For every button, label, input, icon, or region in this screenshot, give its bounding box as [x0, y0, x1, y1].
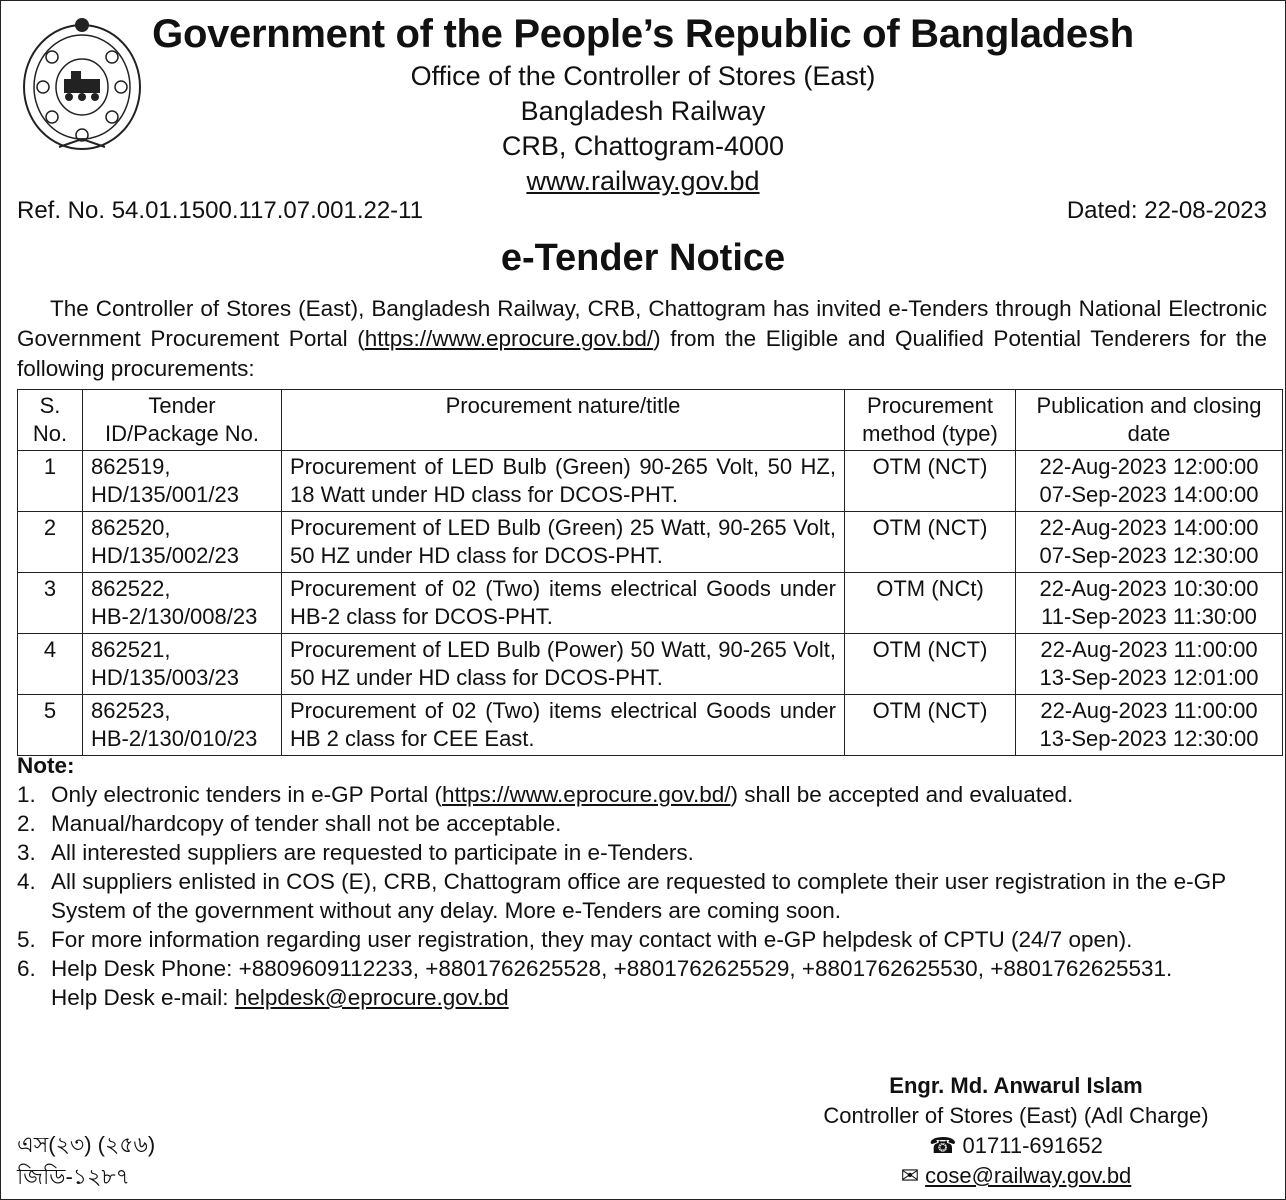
cell-tender-id: 862523, HB-2/130/010/23	[83, 695, 282, 756]
signatory-email-link[interactable]: cose@railway.gov.bd	[925, 1163, 1132, 1188]
cell-tender-id: 862522, HB-2/130/008/23	[83, 573, 282, 634]
notice-date: Dated: 22-08-2023	[1066, 197, 1267, 224]
website-link[interactable]: www.railway.gov.bd	[526, 166, 760, 196]
helpdesk-email-line: Help Desk e-mail: helpdesk@eprocure.gov.bd	[51, 985, 509, 1010]
notes-list	[17, 780, 1267, 983]
cell-title: Procurement of LED Bulb (Green) 90-265 Volt, 50 HZ, 18 Watt under HD class for DCOS-PHT.	[282, 451, 845, 512]
cell-serial: 4	[18, 634, 83, 695]
cell-serial: 1	[18, 451, 83, 512]
code-line-1: এস(২৩) (২৫৬)	[17, 1132, 156, 1157]
organization-name: Bangladesh Railway	[520, 96, 766, 126]
letterhead	[151, 9, 1135, 199]
cell-serial: 5	[18, 695, 83, 756]
table-header-row	[18, 390, 1283, 451]
cell-serial: 2	[18, 512, 83, 573]
envelope-icon: ✉	[900, 1163, 920, 1188]
cell-method: OTM (NCT)	[845, 695, 1016, 756]
cell-serial: 3	[18, 573, 83, 634]
phone-icon: ☎	[929, 1133, 957, 1158]
notes-heading: Note:	[17, 753, 75, 778]
cell-dates: 22-Aug-2023 14:00:00 07-Sep-2023 12:30:00	[1016, 512, 1283, 573]
cell-tender-id: 862521, HD/135/003/23	[83, 634, 282, 695]
cell-title: Procurement of 02 (Two) items electrical Goods under HB-2 class for DCOS-PHT.	[282, 573, 845, 634]
cell-tender-id: 862519, HD/135/001/23	[83, 451, 282, 512]
header-title: Procurement nature/title	[282, 390, 845, 451]
cell-dates: 22-Aug-2023 12:00:00 07-Sep-2023 14:00:00	[1016, 451, 1283, 512]
table-row	[18, 634, 1283, 695]
intro-paragraph	[17, 294, 1267, 384]
table-row	[18, 695, 1283, 756]
cell-title: Procurement of LED Bulb (Power) 50 Watt, 90-265 Volt, 50 HZ under HD class for DCOS-PHT.	[282, 634, 845, 695]
table-row	[18, 451, 1283, 512]
header-dates: Publication and closing date	[1016, 390, 1283, 451]
signature-block	[821, 1071, 1211, 1191]
table-row	[18, 573, 1283, 634]
government-title: Government of the People’s Republic of Bangladesh	[152, 12, 1134, 56]
note-item: 5. For more information regarding user registration, they may contact with e-GP helpdesk of CPTU (24/7 open).	[17, 927, 1133, 952]
note-item: 3. All interested suppliers are requested to participate in e-Tenders.	[17, 840, 694, 865]
note-item: 4. All suppliers enlisted in COS (E), CRB, Chattogram office are requested to complete their user registration in the e-GP System of the government without any delay. More e-Tenders are coming soon.	[17, 869, 1226, 923]
egp-portal-link[interactable]: https://www.eprocure.gov.bd/	[442, 782, 731, 807]
note-item: 2. Manual/hardcopy of tender shall not be acceptable.	[17, 811, 562, 836]
reference-number: Ref. No. 54.01.1500.117.07.001.22-11	[17, 197, 424, 224]
office-name: Office of the Controller of Stores (East)	[410, 61, 876, 91]
railway-seal-logo	[19, 11, 145, 155]
notice-title: e-Tender Notice	[500, 237, 786, 279]
intro-text-after: ) from the Eligible and Qualified Potential Tenderers for the following procurements:	[17, 326, 1267, 381]
notes-section	[17, 751, 1267, 1012]
cell-method: OTM (NCT)	[845, 634, 1016, 695]
cell-title: Procurement of 02 (Two) items electrical Goods under HB 2 class for CEE East.	[282, 695, 845, 756]
cell-method: OTM (NCT)	[845, 451, 1016, 512]
reference-line	[17, 197, 1267, 225]
cell-method: OTM (NCt)	[845, 573, 1016, 634]
header-tender-id: Tender ID/Package No.	[83, 390, 282, 451]
cell-dates: 22-Aug-2023 10:30:00 11-Sep-2023 11:30:00	[1016, 573, 1283, 634]
note-item: 6. Help Desk Phone: +8809609112233, +8801762625528, +8801762625529, +8801762625530, +8801762625531.	[17, 956, 1173, 981]
intro-text-before: The Controller of Stores (East), Bangladesh Railway, CRB, Chattogram has invited e-Tenders through National Electronic Government Procurement Portal (	[17, 296, 1267, 351]
header-method: Procurement method (type)	[845, 390, 1016, 451]
signatory-phone: ☎ 01711-691652	[821, 1131, 1211, 1161]
tender-table	[17, 389, 1283, 756]
office-address: CRB, Chattogram-4000	[501, 131, 785, 161]
note-item: 1. Only electronic tenders in e-GP Portal (https://www.eprocure.gov.bd/) shall be accepted and evaluated.	[17, 782, 1074, 807]
cell-title: Procurement of LED Bulb (Green) 25 Watt, 90-265 Volt, 50 HZ under HD class for DCOS-PHT.	[282, 512, 845, 573]
helpdesk-email-link[interactable]: helpdesk@eprocure.gov.bd	[234, 985, 509, 1010]
code-line-2: জিডি-১২৮৭	[17, 1164, 130, 1189]
table-row	[18, 512, 1283, 573]
header-serial: S. No.	[18, 390, 83, 451]
cell-dates: 22-Aug-2023 11:00:00 13-Sep-2023 12:01:00	[1016, 634, 1283, 695]
cell-dates: 22-Aug-2023 11:00:00 13-Sep-2023 12:30:00	[1016, 695, 1283, 756]
cell-method: OTM (NCT)	[845, 512, 1016, 573]
signatory-email	[821, 1161, 1211, 1191]
signatory-name: Engr. Md. Anwarul Islam	[889, 1073, 1143, 1098]
publication-codes	[17, 1129, 155, 1193]
eprocure-link[interactable]: https://www.eprocure.gov.bd/	[364, 326, 654, 351]
signatory-title: Controller of Stores (East) (Adl Charge)	[823, 1103, 1209, 1128]
cell-tender-id: 862520, HD/135/002/23	[83, 512, 282, 573]
